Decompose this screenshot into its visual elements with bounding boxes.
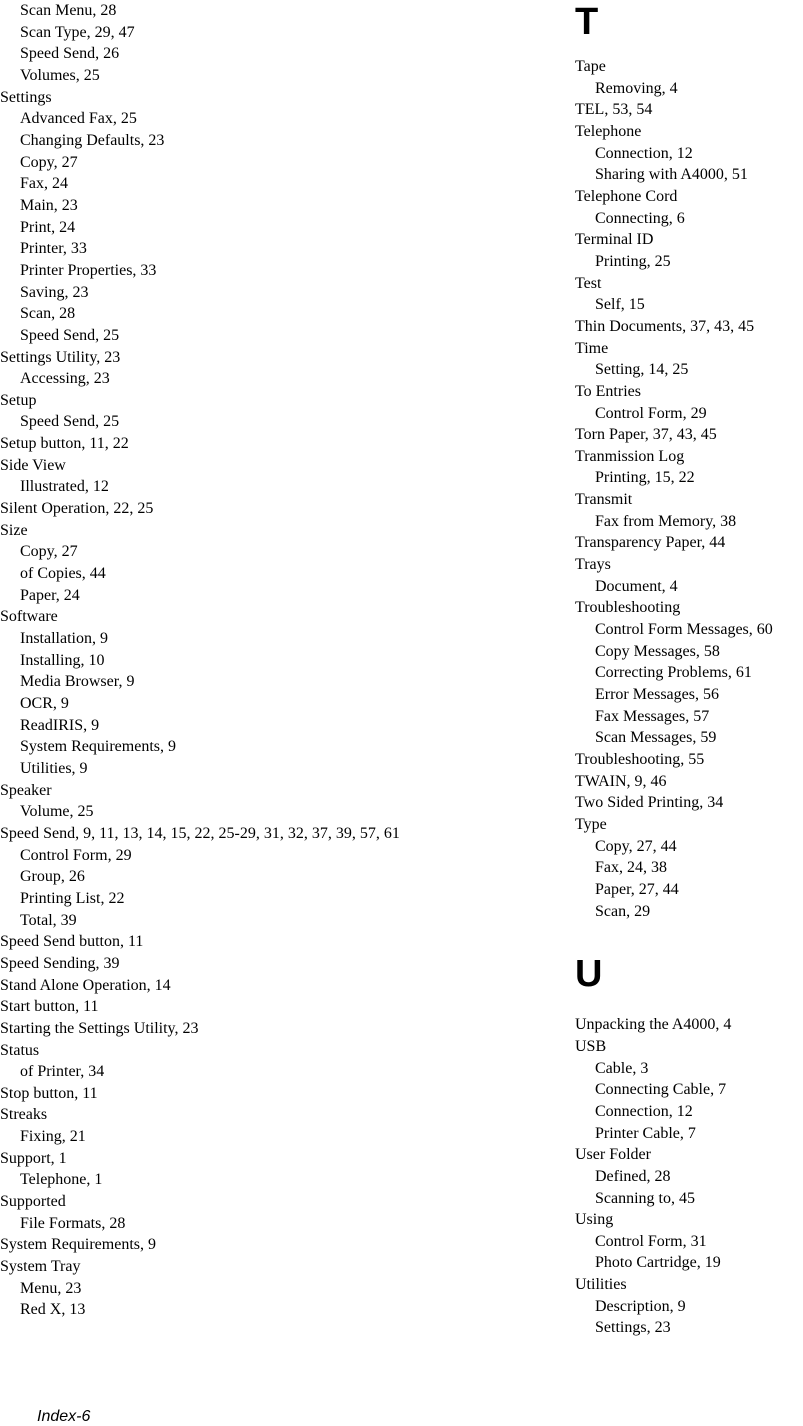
index-entry: USB xyxy=(575,1037,607,1055)
section-letter-heading: U xyxy=(575,953,603,996)
index-entry: Speed Send, 9, 11, 13, 14, 15, 22, 25-29, 31, 32, 37, 39, 57, 61 xyxy=(0,824,400,842)
index-entry: Trays xyxy=(575,556,611,574)
index-subentry: Setting, 14, 25 xyxy=(595,361,689,379)
index-subentry: Fax Messages, 57 xyxy=(595,707,710,725)
index-subentry: Cable, 3 xyxy=(595,1059,649,1077)
index-subentry: Illustrated, 12 xyxy=(20,478,109,496)
index-entry: Troubleshooting xyxy=(575,599,681,617)
index-subentry: File Formats, 28 xyxy=(20,1214,126,1232)
index-subentry: Connection, 12 xyxy=(595,1102,693,1120)
index-entry: Start button, 11 xyxy=(0,998,99,1016)
index-subentry: Connecting Cable, 7 xyxy=(595,1081,727,1099)
index-entry: Speed Send button, 11 xyxy=(0,933,144,951)
index-subentry: Volumes, 25 xyxy=(20,66,100,84)
index-subentry: Printer Cable, 7 xyxy=(595,1124,696,1142)
index-entry: Streaks xyxy=(0,1106,48,1124)
index-entry: Size xyxy=(0,521,28,539)
index-subentry: Volume, 25 xyxy=(20,803,94,821)
index-entry: Telephone xyxy=(575,122,642,140)
index-subentry: Fax, 24, 38 xyxy=(595,859,667,877)
index-subentry: Accessing, 23 xyxy=(20,370,110,388)
index-entry: Speed Sending, 39 xyxy=(0,954,120,972)
index-subentry: Printing List, 22 xyxy=(20,889,125,907)
index-entry: Settings xyxy=(0,88,52,106)
index-entry: Stand Alone Operation, 14 xyxy=(0,976,171,994)
index-subentry: Scan Messages, 59 xyxy=(595,729,717,747)
page-number-footer: Index-6 xyxy=(37,1408,91,1425)
index-subentry: Correcting Problems, 61 xyxy=(595,664,752,682)
index-subentry: Fixing, 21 xyxy=(20,1128,86,1146)
index-entry: TWAIN, 9, 46 xyxy=(575,772,667,790)
index-entry: Setup button, 11, 22 xyxy=(0,435,129,453)
index-entry: Two Sided Printing, 34 xyxy=(575,794,724,812)
index-subentry: Speed Send, 25 xyxy=(20,326,120,344)
index-subentry: Removing, 4 xyxy=(595,79,678,97)
index-subentry: Group, 26 xyxy=(20,868,85,886)
index-subentry: Saving, 23 xyxy=(20,283,89,301)
index-subentry: Scan Menu, 28 xyxy=(20,2,117,19)
index-subentry: Media Browser, 9 xyxy=(20,673,135,691)
index-entry: To Entries xyxy=(575,382,641,400)
section-letter-heading: T xyxy=(575,1,599,43)
index-subentry: Advanced Fax, 25 xyxy=(20,110,137,128)
index-entry: Thin Documents, 37, 43, 45 xyxy=(575,317,755,335)
index-entry: Tape xyxy=(575,58,606,75)
index-subentry: Photo Cartridge, 19 xyxy=(595,1254,721,1272)
index-subentry: Paper, 27, 44 xyxy=(595,880,679,898)
index-entry: System Requirements, 9 xyxy=(0,1236,156,1254)
index-entry: TEL, 53, 54 xyxy=(575,101,653,119)
index-subentry: Control Form Messages, 60 xyxy=(595,621,773,639)
index-subentry: Printer, 33 xyxy=(20,240,87,258)
index-subentry: Printing, 15, 22 xyxy=(595,469,695,487)
index-entry: Supported xyxy=(0,1193,66,1211)
index-entry: Torn Paper, 37, 43, 45 xyxy=(575,426,717,444)
index-entry: Type xyxy=(575,815,607,833)
index-subentry: Telephone, 1 xyxy=(20,1171,103,1189)
index-subentry: Print, 24 xyxy=(20,218,76,236)
index-subentry: of Copies, 44 xyxy=(20,565,106,583)
index-entry: Test xyxy=(575,274,602,292)
index-entry: Time xyxy=(575,339,609,357)
index-right-column xyxy=(575,0,803,1339)
index-entry: Starting the Settings Utility, 23 xyxy=(0,1019,199,1037)
index-subentry: Printing, 25 xyxy=(595,252,671,270)
index-subentry: OCR, 9 xyxy=(20,695,69,712)
index-subentry: Settings, 23 xyxy=(595,1319,671,1337)
index-entry: Unpacking the A4000, 4 xyxy=(575,1016,732,1034)
index-subentry: Speed Send, 25 xyxy=(20,413,120,431)
index-subentry: Defined, 28 xyxy=(595,1167,671,1185)
index-entry: Transparency Paper, 44 xyxy=(575,534,726,552)
index-entry: Telephone Cord xyxy=(575,187,678,205)
index-entry: Transmit xyxy=(575,491,633,509)
index-entry: Tranmission Log xyxy=(575,447,685,465)
index-subentry: Scan, 28 xyxy=(20,305,76,323)
index-subentry: Speed Send, 26 xyxy=(20,45,120,63)
index-subentry: ReadIRIS, 9 xyxy=(20,716,100,734)
index-subentry: Copy, 27, 44 xyxy=(595,837,677,855)
index-subentry: Utilities, 9 xyxy=(20,759,88,777)
index-entry: Stop button, 11 xyxy=(0,1084,98,1102)
index-subentry: Installation, 9 xyxy=(20,630,108,648)
index-subentry: Self, 15 xyxy=(595,296,645,314)
index-entry: Troubleshooting, 55 xyxy=(575,751,705,768)
index-entry: System Tray xyxy=(0,1258,81,1276)
index-subentry: Control Form, 29 xyxy=(20,846,132,864)
index-subentry: Scanning to, 45 xyxy=(595,1189,695,1207)
index-subentry: Connection, 12 xyxy=(595,144,693,162)
index-subentry: Control Form, 29 xyxy=(595,404,707,422)
index-subentry: Copy, 27 xyxy=(20,543,78,561)
index-subentry: Total, 39 xyxy=(20,911,77,929)
index-entry: Terminal ID xyxy=(575,231,654,249)
index-subentry: Document, 4 xyxy=(595,577,678,595)
index-subentry: Main, 23 xyxy=(20,196,78,214)
index-subentry: Control Form, 31 xyxy=(595,1232,707,1250)
index-entry: Software xyxy=(0,608,58,626)
index-entry: Setup xyxy=(0,391,37,409)
index-subentry: Paper, 24 xyxy=(20,586,80,604)
index-entry: Utilities xyxy=(575,1276,627,1294)
index-subentry: Sharing with A4000, 51 xyxy=(595,166,748,184)
index-subentry: Fax from Memory, 38 xyxy=(595,512,737,530)
index-subentry: Error Messages, 56 xyxy=(595,686,719,704)
index-subentry: System Requirements, 9 xyxy=(20,738,176,756)
index-subentry: Installing, 10 xyxy=(20,651,105,669)
index-subentry: Description, 9 xyxy=(595,1297,686,1315)
index-entry: User Folder xyxy=(575,1146,651,1164)
index-subentry: Scan Type, 29, 47 xyxy=(20,23,135,41)
index-entry: Status xyxy=(0,1041,40,1059)
index-subentry: Printer Properties, 33 xyxy=(20,261,157,279)
index-subentry: Connecting, 6 xyxy=(595,209,685,227)
index-subentry: of Printer, 34 xyxy=(20,1063,105,1081)
index-subentry: Fax, 24 xyxy=(20,175,68,193)
index-subentry: Menu, 23 xyxy=(20,1279,82,1297)
index-subentry: Changing Defaults, 23 xyxy=(20,131,165,149)
index-entry: Settings Utility, 23 xyxy=(0,348,121,366)
index-subentry: Red X, 13 xyxy=(20,1301,86,1319)
index-entry: Using xyxy=(575,1211,614,1229)
index-entry: Speaker xyxy=(0,781,52,799)
index-subentry: Scan, 29 xyxy=(595,902,651,920)
index-entry: Side View xyxy=(0,456,66,474)
index-subentry: Copy Messages, 58 xyxy=(595,642,720,660)
index-entry: Support, 1 xyxy=(0,1149,67,1167)
index-entry: Silent Operation, 22, 25 xyxy=(0,500,154,518)
index-subentry: Copy, 27 xyxy=(20,153,78,171)
